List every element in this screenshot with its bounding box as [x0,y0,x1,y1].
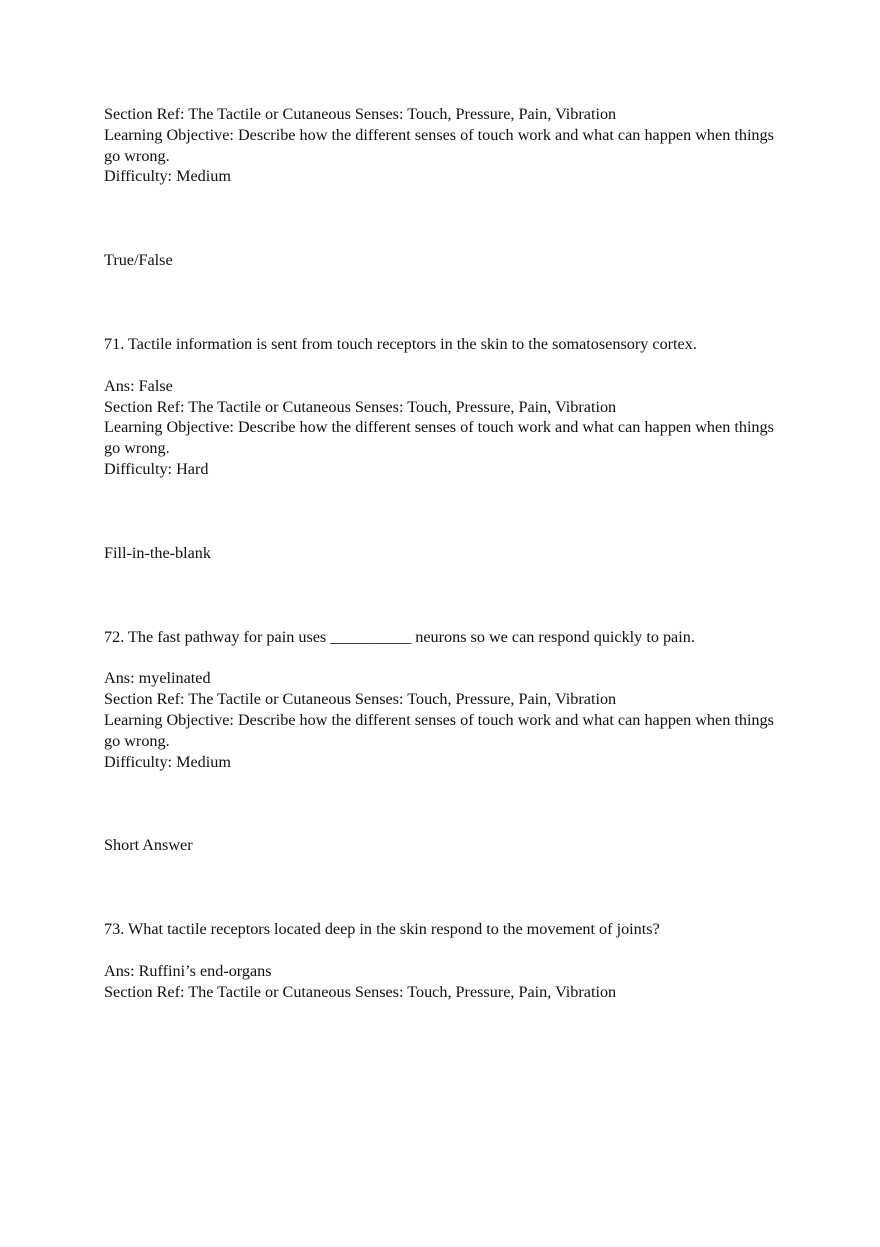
section-ref: Section Ref: The Tactile or Cutaneous Senses: Touch, Pressure, Pain, Vibration [104,105,617,123]
section-ref: Section Ref: The Tactile or Cutaneous Senses: Touch, Pressure, Pain, Vibration [104,397,617,416]
answer: Ans: myelinated [104,669,211,688]
section-heading-short-answer: Short Answer [104,836,193,855]
section-heading-true-false: True/False [104,251,173,270]
question-71 [104,334,794,480]
question-70-metadata [104,104,794,187]
document-body [104,104,794,1003]
question-text: 71. Tactile information is sent from touch receptors in the skin to the somatosensory cortex. [104,334,697,353]
question-text: 72. The fast pathway for pain uses __________ neurons so we can respond quickly to pain. [104,627,695,646]
section-heading-fill-in-the-blank: Fill-in-the-blank [104,543,211,562]
question-72 [104,627,794,773]
learning-objective: Learning Objective: Describe how the different senses of touch work and what can happen when things go wrong. [104,418,774,458]
section-ref: Section Ref: The Tactile or Cutaneous Senses: Touch, Pressure, Pain, Vibration [104,690,617,709]
difficulty: Difficulty: Medium [104,752,231,771]
section-ref: Section Ref: The Tactile or Cutaneous Senses: Touch, Pressure, Pain, Vibration [104,982,617,1001]
question-text: 73. What tactile receptors located deep in the skin respond to the movement of joints? [104,920,660,939]
answer: Ans: Ruffini’s end-organs [104,961,272,980]
answer: Ans: False [104,376,173,395]
question-73 [104,919,794,1002]
difficulty: Difficulty: Medium [104,167,231,186]
learning-objective: Learning Objective: Describe how the different senses of touch work and what can happen when things go wrong. [104,710,774,750]
difficulty: Difficulty: Hard [104,459,209,478]
learning-objective: Learning Objective: Describe how the different senses of touch work and what can happen when things go wrong. [104,125,774,165]
